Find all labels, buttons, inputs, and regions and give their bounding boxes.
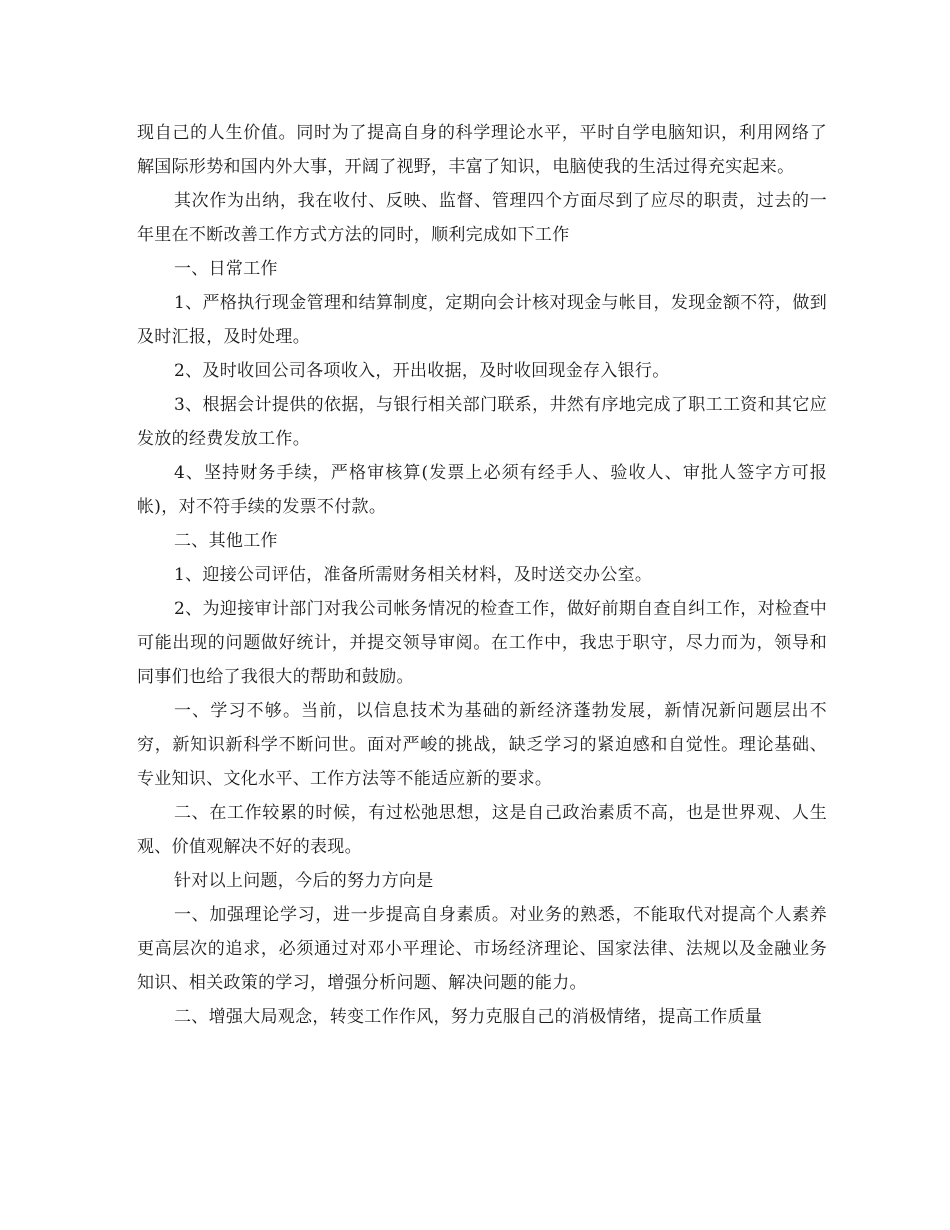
list-item: 1、迎接公司评估，准备所需财务相关材料，及时送交办公室。: [174, 565, 653, 585]
paragraph: 针对以上问题，今后的努力方向是: [174, 871, 434, 891]
paragraph: 现自己的人生价值。同时为了提高自身的科学理论水平，平时自学电脑知识，利用网络了解国际形势和国内外大事，开阔了视野，丰富了知识，电脑使我的生活过得充实起来。: [137, 123, 827, 177]
list-item: 1、严格执行现金管理和结算制度，定期向会计核对现金与帐目，发现金额不符，做到及时汇报，及时处理。: [137, 293, 827, 347]
list-item: 3、根据会计提供的依据，与银行相关部门联系，井然有序地完成了职工工资和其它应发放的经费发放工作。: [137, 395, 827, 449]
paragraph: 一、学习不够。当前，以信息技术为基础的新经济蓬勃发展，新情况新问题层出不穷，新知识新科学不断问世。面对严峻的挑战，缺乏学习的紧迫感和自觉性。理论基础、专业知识、文化水平、工作方法等不能适应新的要求。: [137, 701, 827, 789]
paragraph: 一、加强理论学习，进一步提高自身素质。对业务的熟悉，不能取代对提高个人素养更高层次的追求，必须通过对邓小平理论、市场经济理论、国家法律、法规以及金融业务知识、相关政策的学习，增强分析问题、解决问题的能力。: [137, 905, 827, 993]
section-heading: 二、其他工作: [174, 531, 278, 551]
paragraph: 其次作为出纳，我在收付、反映、监督、管理四个方面尽到了应尽的职责，过去的一年里在不断改善工作方式方法的同时，顺利完成如下工作: [137, 191, 827, 245]
paragraph: 二、在工作较累的时候，有过松弛思想，这是自己政治素质不高，也是世界观、人生观、价值观解决不好的表现。: [137, 803, 827, 857]
list-item: 2、及时收回公司各项收入，开出收据，及时收回现金存入银行。: [174, 361, 670, 381]
list-item: 4、坚持财务手续，严格审核算(发票上必须有经手人、验收人、审批人签字方可报帐)，对不符手续的发票不付款。: [137, 463, 827, 517]
paragraph: 二、增强大局观念，转变工作作风，努力克服自己的消极情绪，提高工作质量: [174, 1007, 763, 1027]
section-heading: 一、日常工作: [174, 259, 278, 279]
document-body: [137, 116, 827, 1034]
list-item: 2、为迎接审计部门对我公司帐务情况的检查工作，做好前期自查自纠工作，对检查中可能出现的问题做好统计，并提交领导审阅。在工作中，我忠于职守，尽力而为，领导和同事们也给了我很大的帮助和鼓励。: [137, 599, 827, 687]
